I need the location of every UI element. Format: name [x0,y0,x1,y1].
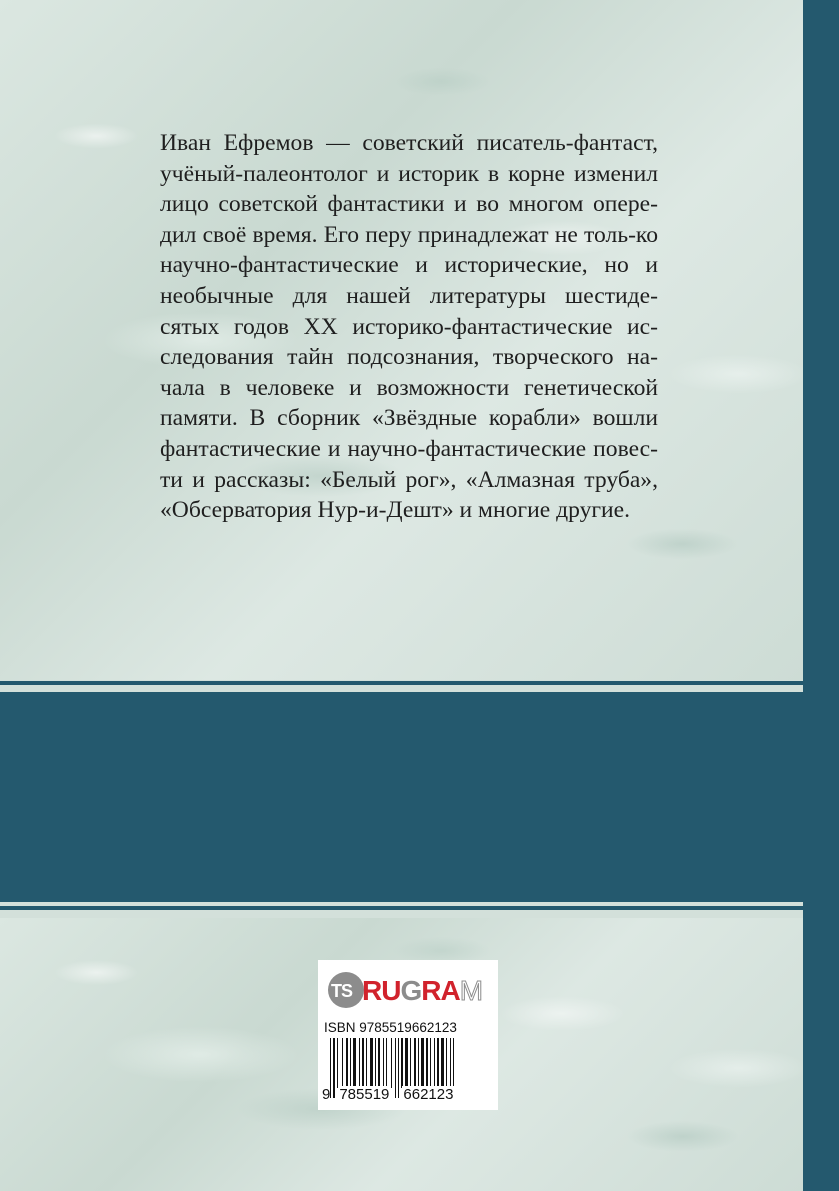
publisher-logo-wordmark [362,974,482,1008]
barcode-bar [337,1038,338,1088]
barcode-bar [342,1038,343,1088]
publisher-logo-mark-text: TS [331,981,353,1001]
barcode-bar [375,1038,376,1088]
publisher-logo [328,970,490,1010]
barcode-bar [378,1038,380,1088]
isbn-number: ISBN 9785519662123 [324,1020,457,1035]
book-blurb: Иван Ефремов — советский писатель-фантаст, учёный-палеонтолог и историк в корне изменил лицо советской фантастики и во многом опере-дил своё время. Его перу принадлежат не толь-ко научно-фантастические и исторические, но и необычные для нашей литературы шестиде-сятых годов XX историко-фантастические ис-следования тайн подсознания, творческого на-чала в человеке и возможности генетической памяти. В сборник «Звёздные корабли» вошли фантастические и научно-фантастические повес-ти и рассказы: «Белый рог», «Алмазная труба», «Обсерватория Нур-и-Дешт» и многие другие. [160,130,658,524]
barcode-bar [421,1038,424,1088]
barcode-bar [350,1038,351,1088]
barcode-bar [450,1038,451,1088]
divider-rule-bottom [0,906,803,910]
barcode-bar [441,1038,444,1088]
barcode-bar [430,1038,431,1088]
teal-band [0,692,803,902]
publisher-logo-mark [328,972,364,1008]
logo-letters-ra: RA [421,975,460,1006]
barcode-bar [437,1038,439,1088]
barcode-bar [366,1038,367,1088]
barcode-bar [426,1038,428,1088]
barcode-bar [401,1038,403,1088]
barcode-bar [353,1038,356,1088]
barcode-bar [418,1038,419,1088]
barcode-bar [362,1038,364,1088]
barcode-bar [414,1038,416,1088]
barcode-bar [405,1038,408,1088]
barcode-digit-first: 9 [322,1086,331,1103]
spine-edge [803,0,839,1191]
barcode-bar [370,1038,373,1088]
logo-letter-m: M [459,975,483,1006]
barcode-bar [391,1038,392,1088]
barcode-bar [434,1038,435,1088]
divider-rule-top [0,681,803,685]
barcode-bar [446,1038,447,1088]
barcode-digits [322,1086,494,1103]
barcode-bar [359,1038,360,1088]
isbn-label [318,960,498,1110]
barcode-bar [346,1038,348,1088]
barcode-bar [410,1038,411,1088]
barcode-digits-right: 662123 [403,1086,454,1103]
barcode-digits-left: 785519 [339,1086,390,1103]
barcode-bar [386,1038,387,1088]
logo-letters-ru: RU [362,975,401,1006]
barcode-bar [383,1038,384,1088]
logo-letter-g: G [400,975,422,1006]
